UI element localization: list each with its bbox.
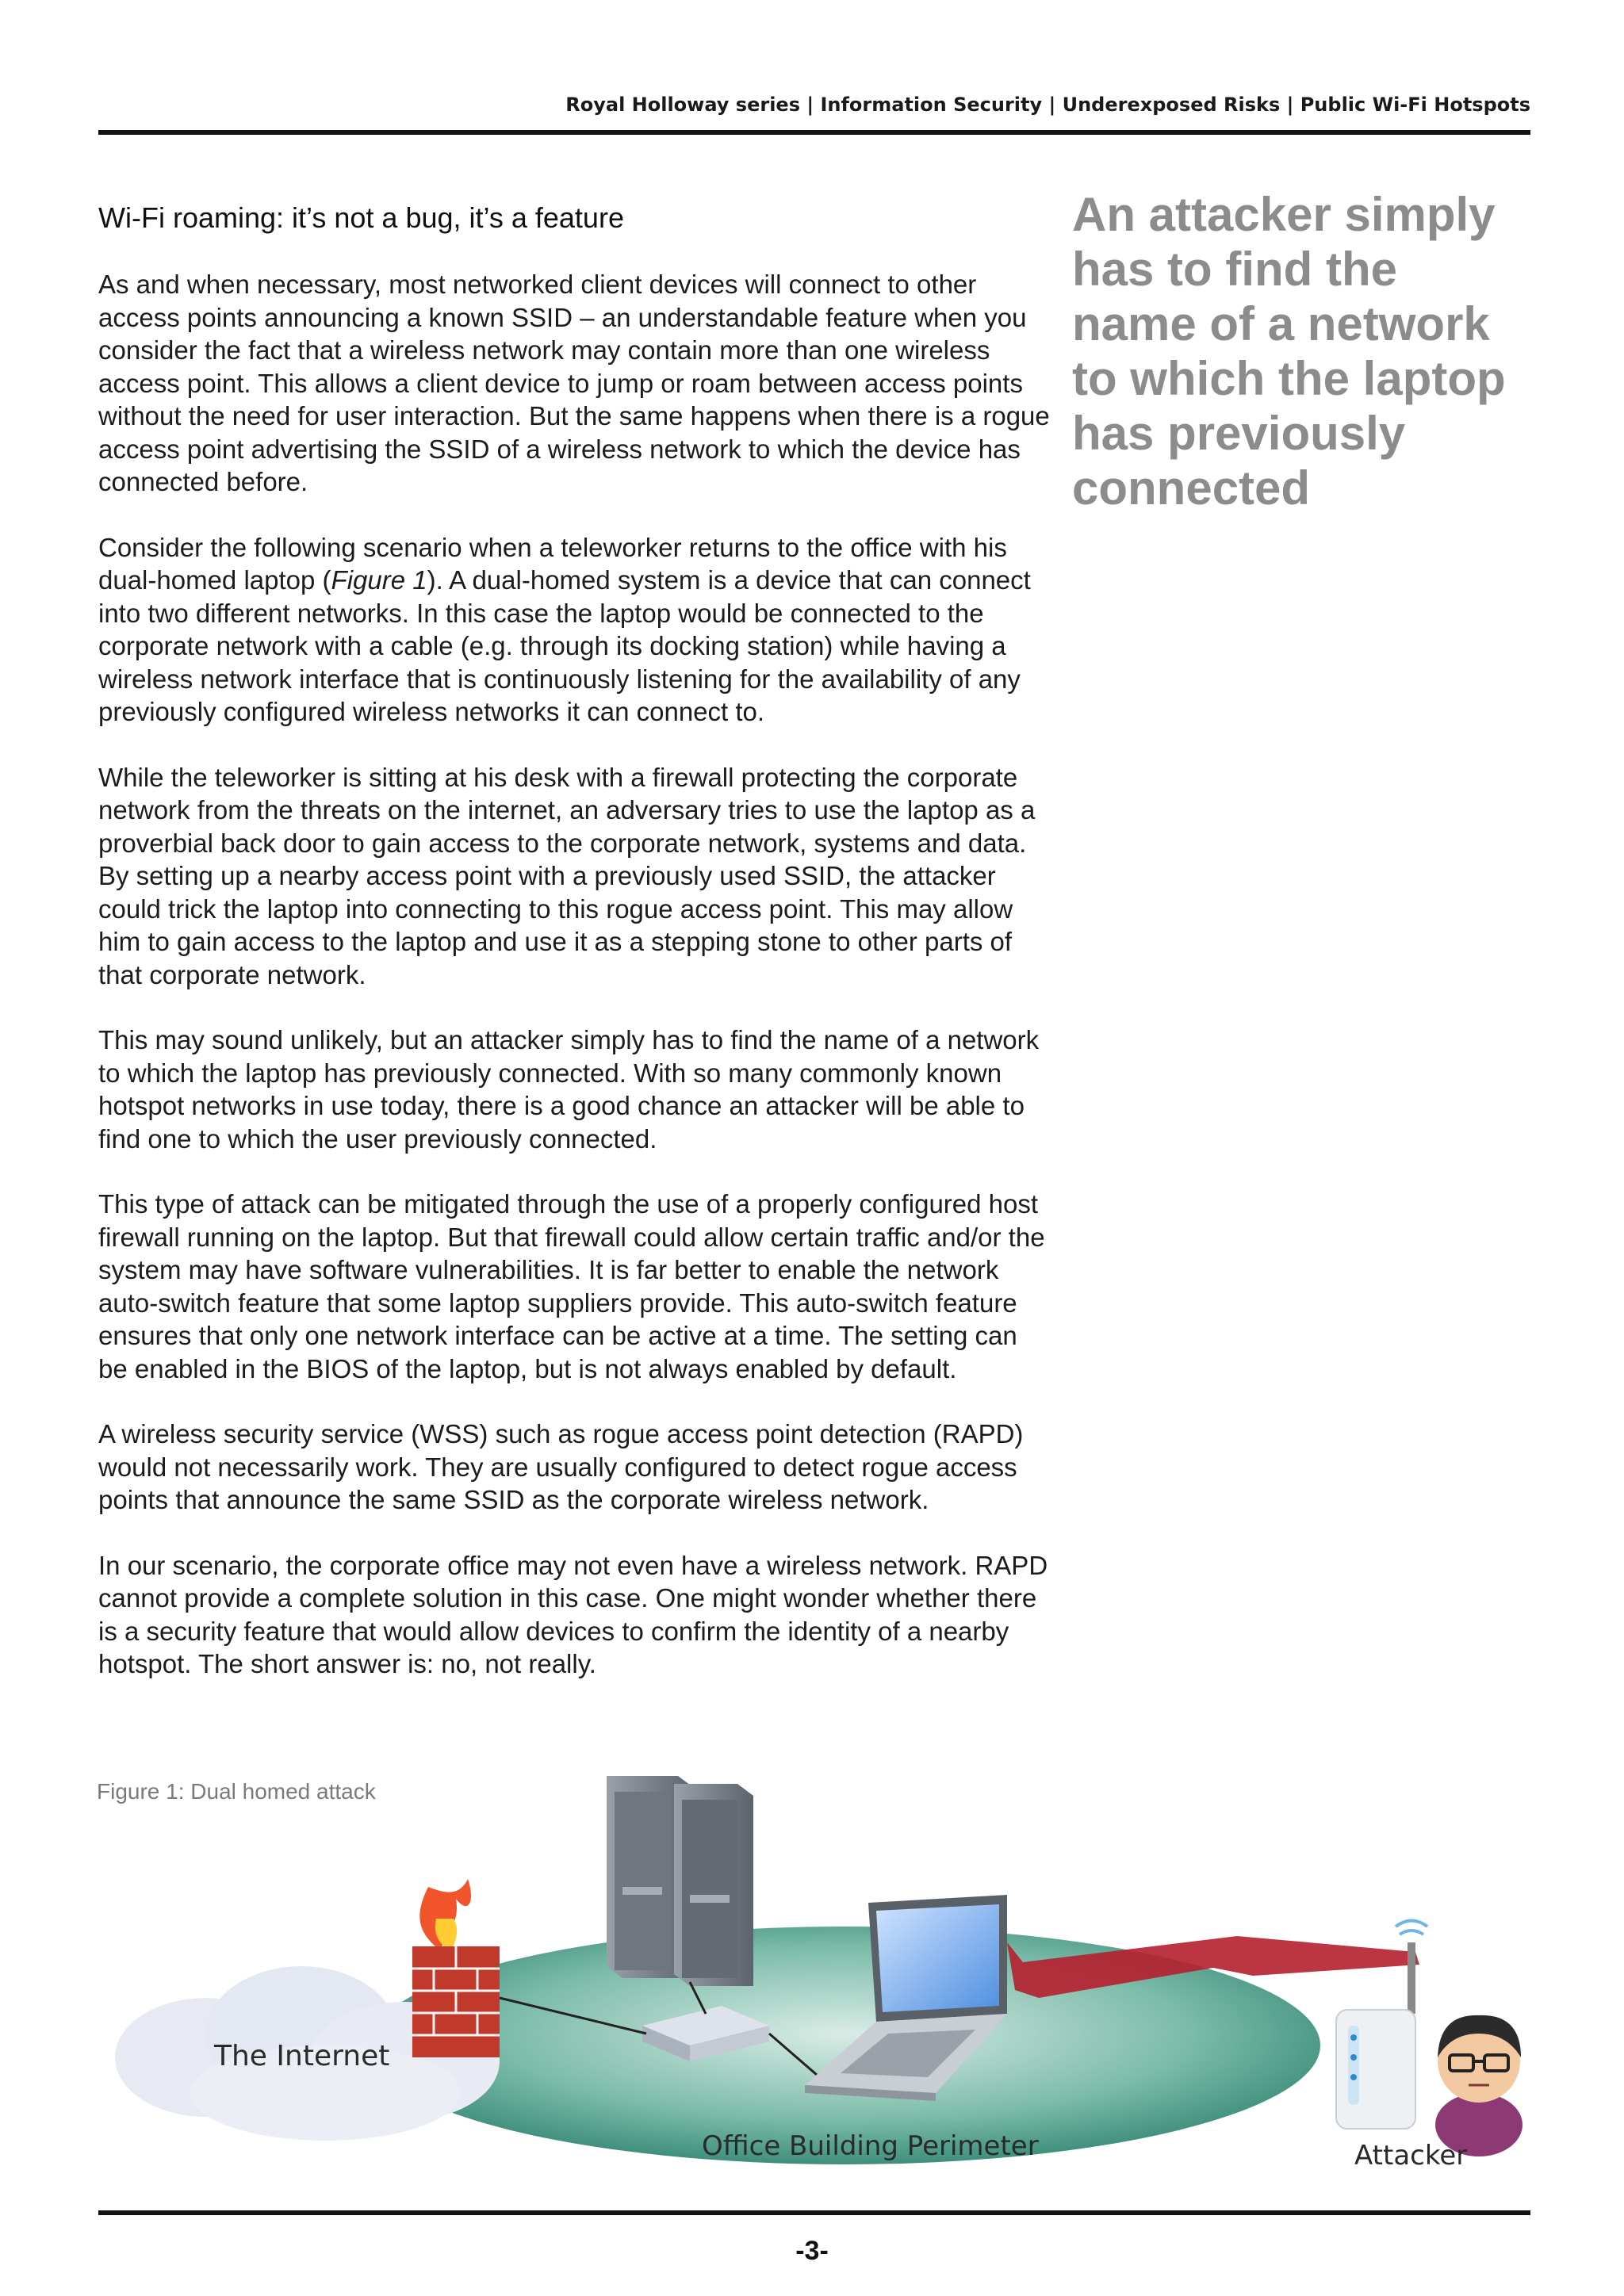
paragraph-5: This type of attack can be mitigated through the use of a properly configured host firewall running on the laptop. But that firewall could allow certain traffic and/or the system may have software vulnerabilities. It is far better to enable the network auto-switch feature that some laptop suppliers provide. This auto-switch feature ensures that only one network interface can be active at a time. The setting can be enabled in the BIOS of the laptop, but is not always enabled by default.	[98, 1189, 1045, 1383]
label-attacker: Attacker	[1354, 2140, 1468, 2172]
paragraph-2-before: Consider the following scenario when a teleworker returns to the office with his dual-homed laptop (	[98, 532, 1007, 595]
figure-dual-homed-attack	[87, 1760, 1538, 2172]
section-title: Wi-Fi roaming: it’s not a bug, it’s a feature	[98, 201, 624, 234]
paragraph-1: As and when necessary, most networked client devices will connect to other access points announcing a known SSID – an understandable feature when you consider the fact that a wireless network may contain more than one wireless access point. This allows a client device to jump or roam between access points without the need for user interaction. But the same happens when there is a rogue access point advertising the SSID of a wireless network to which the device has connected before.	[98, 270, 1050, 496]
attacker-icon	[1435, 2015, 1522, 2156]
paragraph-4: This may sound unlikely, but an attacker simply has to find the name of a network to which the laptop has previously connected. With so many commonly known hotspot networks in use today, there is a good chance an attacker will be able to find one to which the user previously connected.	[98, 1025, 1040, 1154]
figure-caption: Figure 1: Dual homed attack	[97, 1779, 376, 1804]
footer-rule	[98, 2210, 1530, 2215]
server-icon	[607, 1776, 753, 1986]
page-number: -3-	[795, 2236, 829, 2266]
paragraph-3: While the teleworker is sitting at his desk with a firewall protecting the corporate network from the threats on the internet, an adversary tries to use the laptop as a proverbial back door to gain access to the corporate network, systems and data. By setting up a nearby access point with a previously used SSID, the attacker could trick the laptop into connecting to this rogue access point. This may allow him to gain access to the laptop and use it as a stepping stone to other parts of that corporate network.	[98, 762, 1036, 989]
firewall-icon	[412, 1879, 500, 2057]
pull-quote: An attacker simply has to find the name of a network to which the laptop has previously connected	[1072, 188, 1506, 515]
running-header: Royal Holloway series | Information Security | Underexposed Risks | Public Wi-Fi Hotspots	[565, 94, 1530, 116]
figure-reference: Figure 1	[331, 565, 427, 595]
header-rule	[98, 130, 1530, 135]
main-column	[98, 201, 1050, 1713]
label-office-building-perimeter: Office Building Perimeter	[702, 2130, 1039, 2162]
paragraph-2-after: ). A dual-homed system is a device that can connect into two different networks. In this case the laptop would be connected to the corporate network with a cable (e.g. through its docking station) while having a wireless network interface that is continuously listening for the availability of any previously configured wireless networks it can connect to.	[98, 565, 1031, 726]
paragraph-7: In our scenario, the corporate office may not even have a wireless network. RAPD cannot provide a complete solution in this case. One might wonder whether there is a security feature that would allow devices to confirm the identity of a nearby hotspot. The short answer is: no, not really.	[98, 1550, 1048, 1678]
paragraph-2	[98, 531, 1050, 729]
paragraph-6: A wireless security service (WSS) such as rogue access point detection (RAPD) would not necessarily work. They are usually configured to detect rogue access points that announce the same SSID as the corporate wireless network.	[98, 1419, 1024, 1514]
label-the-internet: The Internet	[214, 2040, 390, 2072]
